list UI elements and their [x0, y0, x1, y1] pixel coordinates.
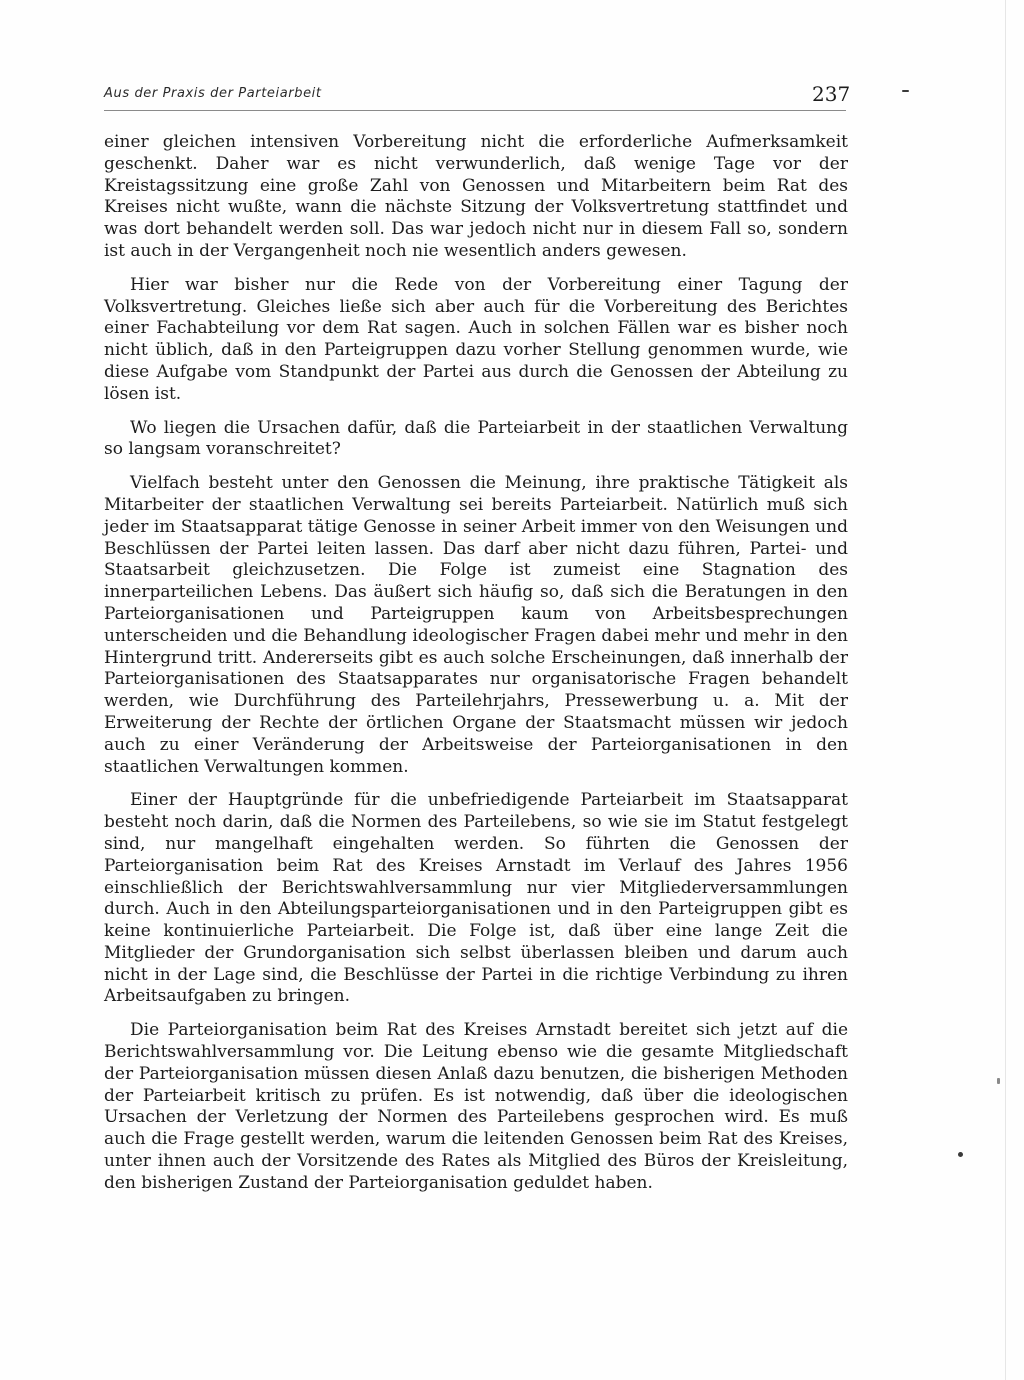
- page-number: 237: [812, 82, 851, 106]
- paragraph-2: Hier war bisher nur die Rede von der Vorbereitung einer Tagung der Volksvertretung. Gleiches ließe sich aber auch für die Vorbereitung des Berichtes einer Fachabteilung vor dem Rat sagen. Auch in solchen Fällen war es bisher noch nicht üblich, daß in den Parteigruppen dazu vorher Stellung genommen wurde, wie diese Aufgabe vom Standpunkt der Partei aus durch die Genossen der Abteilung zu lösen ist.: [104, 274, 848, 404]
- scan-speck: [958, 1152, 963, 1157]
- scan-speck: [997, 1078, 1000, 1084]
- paragraph-4: Vielfach besteht unter den Genossen die Meinung, ihre praktische Tätigkeit als Mitarbeiter der staatlichen Verwaltung sei bereits Parteiarbeit. Natürlich muß sich jeder im Staatsapparat tätige Genosse in seiner Arbeit immer von den Weisungen und Beschlüssen der Partei leiten lassen. Das darf aber nicht dazu führen, Partei- und Staatsarbeit gleichzusetzen. Die Folge ist zumeist eine Stagnation des innerparteilichen Lebens. Das äußert sich häufig so, daß sich die Beratungen in den Parteiorganisationen und Parteigruppen kaum von Arbeitsbesprechungen unterscheiden und die Behandlung ideologischer Fragen dabei mehr und mehr in den Hintergrund tritt. Andererseits gibt es auch solche Erscheinungen, daß innerhalb der Parteiorganisationen des Staatsapparates nur organisatorische Fragen behandelt werden, wie Durchführung des Parteilehrjahrs, Pressewerbung u. a. Mit der Erweiterung der Rechte der örtlichen Organe der Staatsmacht müssen wir jedoch auch zu einer Veränderung der Arbeitsweise der Parteiorganisationen in den staatlichen Verwaltungen kommen.: [104, 473, 848, 777]
- header-rule: [104, 110, 846, 111]
- body-text: [104, 132, 848, 1207]
- running-header: Aus der Praxis der Parteiarbeit: [104, 86, 322, 101]
- paragraph-5: Einer der Hauptgründe für die unbefriedigende Parteiarbeit im Staatsapparat besteht noch darin, daß die Normen des Parteilebens, so wie sie im Statut festgelegt sind, nur mangelhaft eingehalten werden. So führten die Genossen der Parteiorganisation beim Rat des Kreises Arnstadt im Verlauf des Jahres 1956 einschließlich der Berichtswahlversammlung nur vier Mitgliederversammlungen durch. Auch in den Abteilungsparteiorganisationen und in den Parteigruppen gibt es keine kontinuierliche Parteiarbeit. Die Folge ist, daß über eine lange Zeit die Mitglieder der Grundorganisation sich selbst überlassen bleiben und darum auch nicht in der Lage sind, die Beschlüsse der Partei in die richtige Verbindung zu ihren Arbeitsaufgaben zu bringen.: [104, 790, 848, 1007]
- scan-edge: [1005, 0, 1006, 1380]
- scan-speck: [902, 90, 909, 92]
- paragraph-1: einer gleichen intensiven Vorbereitung nicht die erforderliche Aufmerksamkeit geschenkt. Daher war es nicht verwunderlich, daß wenige Tage vor der Kreistagssitzung eine große Zahl von Genossen und Mitarbeitern beim Rat des Kreises nicht wußte, wann die nächste Sitzung der Volksvertretung stattfindet und was dort behandelt werden soll. Das war jedoch nicht nur in diesem Fall so, sondern ist auch in der Vergangenheit noch nie wesentlich anders gewesen.: [104, 132, 848, 261]
- paragraph-6: Die Parteiorganisation beim Rat des Kreises Arnstadt bereitet sich jetzt auf die Berichtswahlversammlung vor. Die Leitung ebenso wie die gesamte Mitgliedschaft der Parteiorganisation müssen diesen Anlaß dazu benutzen, die bisherigen Methoden der Parteiarbeit kritisch zu prüfen. Es ist notwendig, daß über die ideologischen Ursachen der Verletzung der Normen des Parteilebens gesprochen wird. Es muß auch die Frage gestellt werden, warum die leitenden Genossen beim Rat des Kreises, unter ihnen auch der Vorsitzende des Rates als Mitglied des Büros der Kreisleitung, den bisherigen Zustand der Parteiorganisation geduldet haben.: [104, 1020, 848, 1193]
- paragraph-3: Wo liegen die Ursachen dafür, daß die Parteiarbeit in der staatlichen Verwaltung so langsam voranschreitet?: [104, 417, 848, 460]
